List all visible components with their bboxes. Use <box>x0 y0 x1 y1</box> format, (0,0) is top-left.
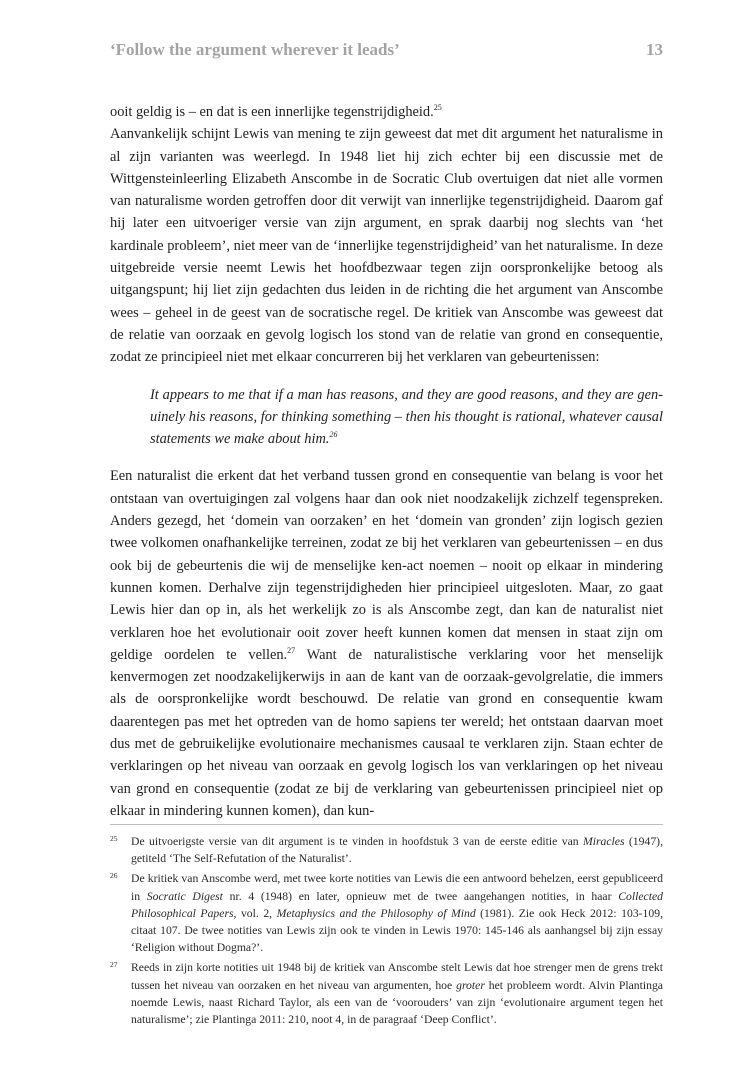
page-number: 13 <box>646 40 663 59</box>
footnote-27: 27 Reeds in zijn korte notities uit 1948 bij de kritiek van Anscombe stelt Lewis dat hoe strenger men de grens trekt tussen het niveau van oorzaken en het niveau van argumenten, hoe groter het probleem wordt. Alvin Plantinga noemde Lewis, naast Richard Taylor, als een van de ‘voorouders’ van zijn ‘evolutionaire argument tegen het naturalisme’; zie Plantinga 2011: 210, noot 4, in de paragraaf ‘Deep Conflict’. <box>110 960 663 1027</box>
footnote-number: 27 <box>110 960 118 970</box>
footnote-26: 26 De kritiek van Anscombe werd, met twee korte notities van Lewis die een antwoord behelzen, eerst gepubliceerd in Socratic Digest nr. 4 (1948) en later, opnieuw met de twee aangehangen notities, in haar Collected Philosophical Papers, vol. 2, Metaphysics and the Philosophy of Mind (1981). Zie ook Heck 2012: 103-109, citaat 107. De twee notities van Lewis zijn ook te vinden in Lewis 1970: 145-146 als aanhangsel bij zijn essay ‘Religion without Dogma?’. <box>110 871 664 955</box>
footnote-ref-26: 26 <box>329 430 338 440</box>
paragraph-lewis-anscombe: Aanvankelijk schijnt Lewis van mening te zijn geweest dat met dit argument het naturalisme in al zijn varianten was weerlegd. In 1948 liet hij zich echter bij een discussie met de Wittgensteinleerling Elizabeth Anscombe in de Socratic Club overtuigen dat niet alle vormen van naturalisme worden getroffen door dit verwijt van innerlijke tegenstrijdigheid. Daarom gaf hij later een uitvoeriger versie van zijn argument, en sprak daarbij nog slechts van ‘het kardinale probleem’, niet meer van de ‘innerlijke tegenstrijdigheid’ van het naturalisme. In deze uitgebreide versie neemt Lewis het hoofdbezwaar tegen zijn oorspronkelijke betoog als uitgangspunt; hij liet zijn gedachten dus leiden in de richting die het argument van Anscombe wees – geheel in de geest van de socratische regel. De kritiek van Anscombe was geweest dat de relatie van oorzaak en gevolg logisch los stond van de relatie van grond en consequentie, zodat ze principieel niet met elkaar concurreren bij het verklaren van gebeurtenissen: <box>110 126 663 366</box>
block-quote: It appears to me that if a man has reasons, and they are good reasons, and they are genuinely his reasons, for thinking something – then his thought is rational, whatever causal statements we make about him.$^{26}$ <box>150 386 663 448</box>
footnote-25: 25 De uitvoerigste versie van dit argument is te vinden in hoofdstuk 3 van de eerste editie van Miracles (1947), getiteld ‘The Self-Refutation of the Naturalist’. <box>110 834 663 866</box>
footnote-number: 26 <box>110 871 118 881</box>
running-head-title: ‘Follow the argument wherever it leads’ <box>110 40 400 59</box>
paragraph-naturalist: Een naturalist die erkent dat het verband tussen grond en consequentie van belang is voor het ontstaan van overtuigingen zal volgens haar dan ook niet noodzakelijk zichzelf tegenspreken. Anders gezegd, het ‘domein van oorzaken’ en het ‘domein van gronden’ zijn logisch gezien twee volkomen onafhankelijke terreinen, zodat ze bij het verklaren van gebeurtenissen – en dus ook bij de gebeurtenis die wij de menselijke ken-act noemen – nooit op elkaar in mindering kunnen komen. Derhalve zijn tegenstrijdigheden hier principieel uitgesloten. Maar, zo gaat Lewis hier dan op in, als het werkelijk zo is als Anscombe zegt, dan kan de naturalist niet verklaren hoe het evolutionair ooit zover heeft kunnen komen dat mensen in staat zijn om geldige oordelen te vellen.$^{27}$ Want de naturalistische verklaring voor het menselijk kenvermogen zet noodzakelijkerwijs in aan de kant van de oorzaak-gevolgrelatie, die immers als de oorspronkelijke wordt beschouwd. De relatie van grond en consequentie kwam daarentegen pas met het optreden van de homo sapiens ter wereld; het ontstaan daarvan moet dus met de gebruikelijke evolutionaire mechanismes causaal te verklaren zijn. Staan echter de verklaringen op het niveau van oorzaak en gevolg logisch los van verklaringen op het niveau van grond en consequentie (zodat ze bij de verklaring van gebeurtenissen principieel niet op elkaar in mindering kunnen komen), dan kun- <box>110 468 664 819</box>
footnote-ref-27: 27 <box>287 646 296 656</box>
footnotes <box>110 833 663 1031</box>
body-text <box>110 101 663 822</box>
footnote-number: 25 <box>110 834 118 843</box>
footnote-ref-25: 25 <box>433 103 442 113</box>
footnote-divider <box>110 824 663 825</box>
paragraph-continuation: ooit geldig is – en dat is een innerlijke tegenstrijdigheid.$^{25}$ <box>110 103 442 120</box>
